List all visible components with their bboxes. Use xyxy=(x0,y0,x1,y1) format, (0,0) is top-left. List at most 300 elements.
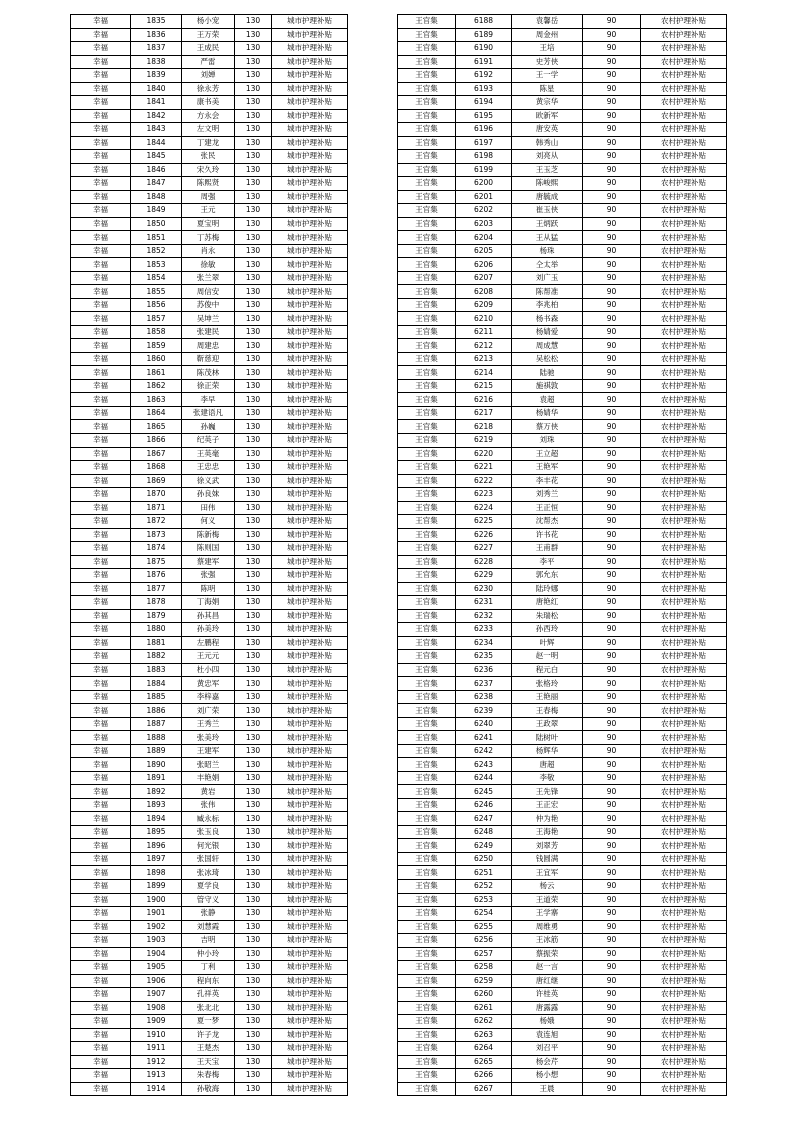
table-row xyxy=(398,744,727,758)
name-cell: 陈熙贤 xyxy=(182,177,235,191)
subsidy-type-cell: 城市护理补贴 xyxy=(272,907,348,921)
amount-cell: 90 xyxy=(583,231,641,245)
name-cell: 郭允东 xyxy=(512,569,583,583)
town-cell: 王官集 xyxy=(398,190,456,204)
table-row xyxy=(398,907,727,921)
number-cell: 1899 xyxy=(131,880,182,894)
town-cell: 王官集 xyxy=(398,582,456,596)
table-row xyxy=(71,204,348,218)
name-cell: 王道荣 xyxy=(512,893,583,907)
table-row xyxy=(398,893,727,907)
town-cell: 幸福 xyxy=(71,123,131,137)
table-row xyxy=(71,569,348,583)
subsidy-type-cell: 农村护理补贴 xyxy=(641,961,727,975)
table-row xyxy=(71,731,348,745)
name-cell: 陈新梅 xyxy=(182,528,235,542)
amount-cell: 130 xyxy=(235,988,272,1002)
subsidy-type-cell: 城市护理补贴 xyxy=(272,839,348,853)
subsidy-type-cell: 城市护理补贴 xyxy=(272,123,348,137)
subsidy-type-cell: 农村护理补贴 xyxy=(641,1001,727,1015)
subsidy-type-cell: 农村护理补贴 xyxy=(641,758,727,772)
subsidy-type-cell: 城市护理补贴 xyxy=(272,312,348,326)
town-cell: 王官集 xyxy=(398,258,456,272)
amount-cell: 130 xyxy=(235,515,272,529)
name-cell: 王甫群 xyxy=(512,542,583,556)
amount-cell: 130 xyxy=(235,15,272,29)
town-cell: 王官集 xyxy=(398,852,456,866)
number-cell: 1908 xyxy=(131,1001,182,1015)
name-cell: 左鹏程 xyxy=(182,636,235,650)
table-row xyxy=(71,406,348,420)
subsidy-type-cell: 农村护理补贴 xyxy=(641,785,727,799)
name-cell: 张伟 xyxy=(182,798,235,812)
table-row xyxy=(71,961,348,975)
subsidy-type-cell: 城市护理补贴 xyxy=(272,731,348,745)
name-cell: 陈明 xyxy=(182,582,235,596)
number-cell: 1856 xyxy=(131,298,182,312)
amount-cell: 130 xyxy=(235,177,272,191)
amount-cell: 90 xyxy=(583,406,641,420)
subsidy-type-cell: 城市护理补贴 xyxy=(272,82,348,96)
table-row xyxy=(398,582,727,596)
number-cell: 1898 xyxy=(131,866,182,880)
name-cell: 王建军 xyxy=(182,744,235,758)
town-cell: 王官集 xyxy=(398,677,456,691)
subsidy-type-cell: 农村护理补贴 xyxy=(641,934,727,948)
name-cell: 周强 xyxy=(182,190,235,204)
subsidy-type-cell: 农村护理补贴 xyxy=(641,663,727,677)
amount-cell: 90 xyxy=(583,461,641,475)
number-cell: 1850 xyxy=(131,217,182,231)
number-cell: 1909 xyxy=(131,1015,182,1029)
table-row xyxy=(398,96,727,110)
table-row xyxy=(71,96,348,110)
name-cell: 周成慧 xyxy=(512,339,583,353)
subsidy-type-cell: 农村护理补贴 xyxy=(641,717,727,731)
town-cell: 幸福 xyxy=(71,758,131,772)
table-row xyxy=(71,974,348,988)
town-cell: 王官集 xyxy=(398,731,456,745)
amount-cell: 130 xyxy=(235,974,272,988)
town-cell: 王官集 xyxy=(398,55,456,69)
number-cell: 1912 xyxy=(131,1055,182,1069)
subsidy-type-cell: 城市护理补贴 xyxy=(272,244,348,258)
town-cell: 王官集 xyxy=(398,988,456,1002)
table-row xyxy=(398,204,727,218)
table-row xyxy=(71,825,348,839)
town-cell: 王官集 xyxy=(398,379,456,393)
table-row xyxy=(398,920,727,934)
amount-cell: 130 xyxy=(235,663,272,677)
subsidy-type-cell: 农村护理补贴 xyxy=(641,325,727,339)
name-cell: 施祺敦 xyxy=(512,379,583,393)
town-cell: 幸福 xyxy=(71,771,131,785)
number-cell: 6213 xyxy=(456,352,512,366)
table-row xyxy=(71,123,348,137)
table-row xyxy=(398,1069,727,1083)
town-cell: 王官集 xyxy=(398,69,456,83)
amount-cell: 130 xyxy=(235,934,272,948)
town-cell: 幸福 xyxy=(71,82,131,96)
number-cell: 1904 xyxy=(131,947,182,961)
name-cell: 仲为艳 xyxy=(512,812,583,826)
table-row xyxy=(398,217,727,231)
name-cell: 许桂英 xyxy=(512,988,583,1002)
amount-cell: 90 xyxy=(583,488,641,502)
town-cell: 王官集 xyxy=(398,461,456,475)
amount-cell: 130 xyxy=(235,406,272,420)
subsidy-type-cell: 农村护理补贴 xyxy=(641,55,727,69)
subsidy-type-cell: 农村护理补贴 xyxy=(641,190,727,204)
table-row xyxy=(398,420,727,434)
subsidy-type-cell: 农村护理补贴 xyxy=(641,447,727,461)
table-row xyxy=(71,69,348,83)
amount-cell: 90 xyxy=(583,447,641,461)
subsidy-type-cell: 城市护理补贴 xyxy=(272,920,348,934)
name-cell: 陆树叶 xyxy=(512,731,583,745)
amount-cell: 130 xyxy=(235,1082,272,1096)
name-cell: 崔玉侠 xyxy=(512,204,583,218)
number-cell: 6205 xyxy=(456,244,512,258)
table-row xyxy=(398,109,727,123)
subsidy-type-cell: 城市护理补贴 xyxy=(272,1015,348,1029)
number-cell: 6216 xyxy=(456,393,512,407)
name-cell: 王学寨 xyxy=(512,907,583,921)
number-cell: 1906 xyxy=(131,974,182,988)
amount-cell: 90 xyxy=(583,704,641,718)
table-row xyxy=(71,947,348,961)
name-cell: 赵一明 xyxy=(512,650,583,664)
table-row xyxy=(71,244,348,258)
number-cell: 6244 xyxy=(456,771,512,785)
amount-cell: 130 xyxy=(235,501,272,515)
name-cell: 刘召平 xyxy=(512,1042,583,1056)
table-row xyxy=(71,555,348,569)
town-cell: 幸福 xyxy=(71,825,131,839)
number-cell: 6233 xyxy=(456,623,512,637)
number-cell: 6254 xyxy=(456,907,512,921)
subsidy-type-cell: 城市护理补贴 xyxy=(272,623,348,637)
amount-cell: 90 xyxy=(583,204,641,218)
number-cell: 6234 xyxy=(456,636,512,650)
town-cell: 王官集 xyxy=(398,231,456,245)
table-row xyxy=(71,609,348,623)
number-cell: 1861 xyxy=(131,366,182,380)
name-cell: 王春梅 xyxy=(512,704,583,718)
name-cell: 何义 xyxy=(182,515,235,529)
subsidy-type-cell: 城市护理补贴 xyxy=(272,880,348,894)
amount-cell: 90 xyxy=(583,596,641,610)
table-row xyxy=(71,1042,348,1056)
number-cell: 1903 xyxy=(131,934,182,948)
subsidy-type-cell: 城市护理补贴 xyxy=(272,1001,348,1015)
amount-cell: 130 xyxy=(235,136,272,150)
table-row xyxy=(398,717,727,731)
subsidy-type-cell: 城市护理补贴 xyxy=(272,528,348,542)
subsidy-type-cell: 城市护理补贴 xyxy=(272,961,348,975)
town-cell: 幸福 xyxy=(71,150,131,164)
table-row xyxy=(398,136,727,150)
table-row xyxy=(398,69,727,83)
subsidy-type-cell: 城市护理补贴 xyxy=(272,758,348,772)
amount-cell: 130 xyxy=(235,258,272,272)
town-cell: 王官集 xyxy=(398,1042,456,1056)
town-cell: 王官集 xyxy=(398,501,456,515)
number-cell: 1891 xyxy=(131,771,182,785)
name-cell: 田伟 xyxy=(182,501,235,515)
number-cell: 6215 xyxy=(456,379,512,393)
amount-cell: 130 xyxy=(235,1015,272,1029)
amount-cell: 130 xyxy=(235,717,272,731)
name-cell: 袁馨岳 xyxy=(512,15,583,29)
table-row xyxy=(398,515,727,529)
number-cell: 1859 xyxy=(131,339,182,353)
amount-cell: 130 xyxy=(235,109,272,123)
number-cell: 1866 xyxy=(131,433,182,447)
town-cell: 幸福 xyxy=(71,109,131,123)
name-cell: 肖永 xyxy=(182,244,235,258)
town-cell: 幸福 xyxy=(71,136,131,150)
subsidy-type-cell: 城市护理补贴 xyxy=(272,217,348,231)
subsidy-type-cell: 城市护理补贴 xyxy=(272,1082,348,1096)
town-cell: 王官集 xyxy=(398,947,456,961)
subsidy-type-cell: 农村护理补贴 xyxy=(641,690,727,704)
name-cell: 宋久玲 xyxy=(182,163,235,177)
town-cell: 幸福 xyxy=(71,812,131,826)
subsidy-type-cell: 农村护理补贴 xyxy=(641,298,727,312)
table-row xyxy=(71,393,348,407)
town-cell: 王官集 xyxy=(398,758,456,772)
number-cell: 1844 xyxy=(131,136,182,150)
name-cell: 方永会 xyxy=(182,109,235,123)
subsidy-type-cell: 农村护理补贴 xyxy=(641,406,727,420)
name-cell: 吉明 xyxy=(182,934,235,948)
name-cell: 刘珠 xyxy=(512,433,583,447)
number-cell: 1886 xyxy=(131,704,182,718)
name-cell: 徐永芳 xyxy=(182,82,235,96)
amount-cell: 90 xyxy=(583,190,641,204)
name-cell: 陈则国 xyxy=(182,542,235,556)
table-row xyxy=(398,285,727,299)
amount-cell: 90 xyxy=(583,339,641,353)
amount-cell: 90 xyxy=(583,1015,641,1029)
town-cell: 王官集 xyxy=(398,1055,456,1069)
town-cell: 幸福 xyxy=(71,839,131,853)
table-row xyxy=(71,488,348,502)
table-row xyxy=(71,812,348,826)
name-cell: 陈茂林 xyxy=(182,366,235,380)
number-cell: 6206 xyxy=(456,258,512,272)
town-cell: 幸福 xyxy=(71,447,131,461)
number-cell: 6212 xyxy=(456,339,512,353)
town-cell: 幸福 xyxy=(71,893,131,907)
number-cell: 6249 xyxy=(456,839,512,853)
name-cell: 蔡万侠 xyxy=(512,420,583,434)
subsidy-type-cell: 城市护理补贴 xyxy=(272,298,348,312)
name-cell: 王培 xyxy=(512,42,583,56)
number-cell: 1835 xyxy=(131,15,182,29)
name-cell: 李兆柏 xyxy=(512,298,583,312)
name-cell: 欧新军 xyxy=(512,109,583,123)
subsidy-type-cell: 城市护理补贴 xyxy=(272,393,348,407)
table-row xyxy=(71,528,348,542)
town-cell: 幸福 xyxy=(71,1069,131,1083)
town-cell: 幸福 xyxy=(71,204,131,218)
number-cell: 6266 xyxy=(456,1069,512,1083)
table-row xyxy=(398,447,727,461)
name-cell: 丁建龙 xyxy=(182,136,235,150)
name-cell: 张冰琦 xyxy=(182,866,235,880)
amount-cell: 130 xyxy=(235,204,272,218)
town-cell: 王官集 xyxy=(398,271,456,285)
number-cell: 1869 xyxy=(131,474,182,488)
table-row xyxy=(71,988,348,1002)
subsidy-type-cell: 城市护理补贴 xyxy=(272,542,348,556)
number-cell: 6263 xyxy=(456,1028,512,1042)
table-row xyxy=(71,798,348,812)
number-cell: 6251 xyxy=(456,866,512,880)
town-cell: 王官集 xyxy=(398,28,456,42)
number-cell: 6198 xyxy=(456,150,512,164)
subsidy-type-cell: 农村护理补贴 xyxy=(641,839,727,853)
name-cell: 唐艳红 xyxy=(512,596,583,610)
number-cell: 6265 xyxy=(456,1055,512,1069)
table-row xyxy=(398,123,727,137)
amount-cell: 90 xyxy=(583,663,641,677)
town-cell: 幸福 xyxy=(71,785,131,799)
amount-cell: 130 xyxy=(235,325,272,339)
amount-cell: 90 xyxy=(583,325,641,339)
number-cell: 6228 xyxy=(456,555,512,569)
number-cell: 6202 xyxy=(456,204,512,218)
town-cell: 幸福 xyxy=(71,501,131,515)
name-cell: 赵一言 xyxy=(512,961,583,975)
table-row xyxy=(398,623,727,637)
table-row xyxy=(71,447,348,461)
table-row xyxy=(71,771,348,785)
amount-cell: 90 xyxy=(583,907,641,921)
table-row xyxy=(71,258,348,272)
amount-cell: 90 xyxy=(583,812,641,826)
number-cell: 6252 xyxy=(456,880,512,894)
number-cell: 1867 xyxy=(131,447,182,461)
table-row xyxy=(398,974,727,988)
amount-cell: 90 xyxy=(583,839,641,853)
table-row xyxy=(398,312,727,326)
number-cell: 1880 xyxy=(131,623,182,637)
town-cell: 王官集 xyxy=(398,974,456,988)
subsidy-type-cell: 城市护理补贴 xyxy=(272,461,348,475)
table-row xyxy=(398,785,727,799)
town-cell: 王官集 xyxy=(398,961,456,975)
subsidy-type-cell: 农村护理补贴 xyxy=(641,96,727,110)
number-cell: 6218 xyxy=(456,420,512,434)
town-cell: 王官集 xyxy=(398,596,456,610)
subsidy-type-cell: 农村护理补贴 xyxy=(641,488,727,502)
number-cell: 6246 xyxy=(456,798,512,812)
number-cell: 1873 xyxy=(131,528,182,542)
name-cell: 朱瑞松 xyxy=(512,609,583,623)
town-cell: 幸福 xyxy=(71,258,131,272)
subsidy-type-cell: 城市护理补贴 xyxy=(272,271,348,285)
town-cell: 幸福 xyxy=(71,704,131,718)
name-cell: 杨婧华 xyxy=(512,406,583,420)
subsidy-type-cell: 农村护理补贴 xyxy=(641,907,727,921)
name-cell: 张静 xyxy=(182,907,235,921)
table-row xyxy=(398,690,727,704)
name-cell: 许子龙 xyxy=(182,1028,235,1042)
town-cell: 幸福 xyxy=(71,528,131,542)
subsidy-type-cell: 农村护理补贴 xyxy=(641,42,727,56)
number-cell: 6193 xyxy=(456,82,512,96)
table-row xyxy=(71,893,348,907)
number-cell: 6230 xyxy=(456,582,512,596)
subsidy-type-cell: 农村护理补贴 xyxy=(641,433,727,447)
town-cell: 幸福 xyxy=(71,96,131,110)
number-cell: 6203 xyxy=(456,217,512,231)
town-cell: 王官集 xyxy=(398,798,456,812)
name-cell: 黄岩 xyxy=(182,785,235,799)
subsidy-type-cell: 农村护理补贴 xyxy=(641,420,727,434)
subsidy-type-cell: 城市护理补贴 xyxy=(272,744,348,758)
town-cell: 幸福 xyxy=(71,15,131,29)
amount-cell: 130 xyxy=(235,190,272,204)
name-cell: 王秀兰 xyxy=(182,717,235,731)
name-cell: 陈帮准 xyxy=(512,285,583,299)
town-cell: 幸福 xyxy=(71,947,131,961)
subsidy-type-cell: 农村护理补贴 xyxy=(641,150,727,164)
name-cell: 夏一梦 xyxy=(182,1015,235,1029)
subsidy-type-cell: 城市护理补贴 xyxy=(272,947,348,961)
name-cell: 王正恒 xyxy=(512,501,583,515)
table-row xyxy=(398,339,727,353)
amount-cell: 130 xyxy=(235,785,272,799)
subsidy-type-cell: 农村护理补贴 xyxy=(641,15,727,29)
town-cell: 王官集 xyxy=(398,663,456,677)
amount-cell: 130 xyxy=(235,163,272,177)
town-cell: 幸福 xyxy=(71,690,131,704)
amount-cell: 90 xyxy=(583,717,641,731)
amount-cell: 90 xyxy=(583,123,641,137)
town-cell: 幸福 xyxy=(71,717,131,731)
subsidy-type-cell: 农村护理补贴 xyxy=(641,217,727,231)
amount-cell: 90 xyxy=(583,366,641,380)
town-cell: 王官集 xyxy=(398,393,456,407)
name-cell: 唐红继 xyxy=(512,974,583,988)
table-row xyxy=(71,163,348,177)
town-cell: 王官集 xyxy=(398,244,456,258)
amount-cell: 130 xyxy=(235,298,272,312)
town-cell: 幸福 xyxy=(71,339,131,353)
name-cell: 苏俊中 xyxy=(182,298,235,312)
number-cell: 6262 xyxy=(456,1015,512,1029)
table-row xyxy=(71,596,348,610)
amount-cell: 90 xyxy=(583,96,641,110)
table-row xyxy=(398,771,727,785)
name-cell: 徐正荣 xyxy=(182,379,235,393)
town-cell: 王官集 xyxy=(398,650,456,664)
amount-cell: 90 xyxy=(583,285,641,299)
name-cell: 陆驰 xyxy=(512,366,583,380)
table-row xyxy=(71,150,348,164)
number-cell: 6255 xyxy=(456,920,512,934)
table-row xyxy=(398,163,727,177)
town-cell: 幸福 xyxy=(71,609,131,623)
amount-cell: 130 xyxy=(235,650,272,664)
name-cell: 王玉芝 xyxy=(512,163,583,177)
number-cell: 1852 xyxy=(131,244,182,258)
town-cell: 幸福 xyxy=(71,406,131,420)
